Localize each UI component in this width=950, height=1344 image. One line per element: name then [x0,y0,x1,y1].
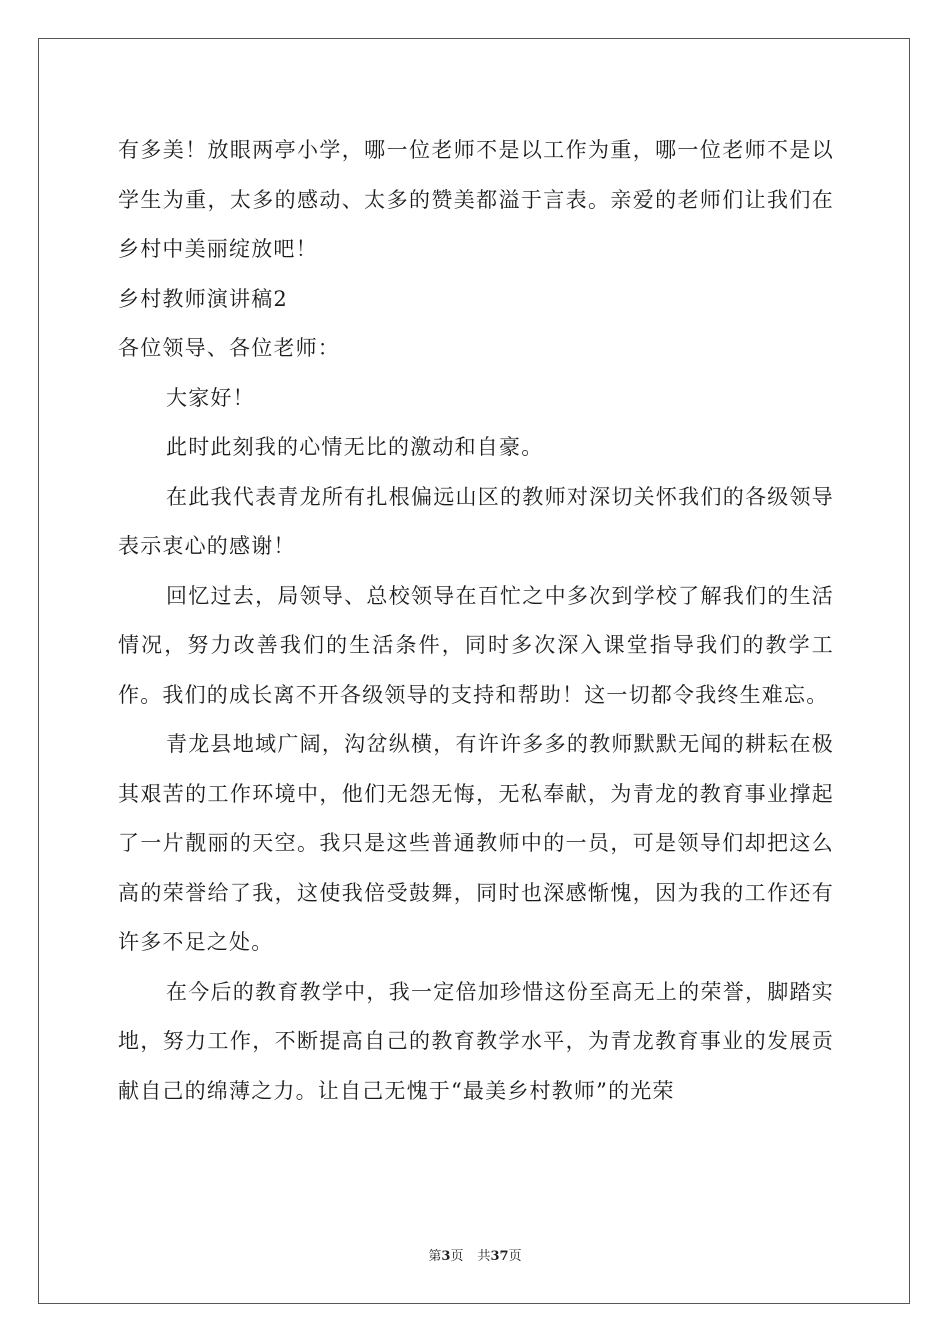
document-body [118,126,834,1116]
footer-total-prefix: 共 [477,1249,491,1264]
salutation: 各位领导、各位老师： [118,336,340,360]
footer-page-prefix: 第 [428,1249,442,1264]
footer-total-pages: 37 [490,1249,509,1264]
footer-page-number: 3 [441,1249,451,1264]
paragraph: 此时此刻我的心情无比的激动和自豪。 [166,435,544,459]
greeting: 大家好！ [166,385,255,410]
footer-page-suffix: 页 [450,1249,464,1264]
paragraph: 在此我代表青龙所有扎根偏远山区的教师对深切关怀我们的各级领导表示衷心的感谢！ [118,484,834,558]
page-footer [0,1245,950,1264]
paragraph: 青龙县地域广阔，沟岔纵横，有许许多多的教师默默无闻的耕耘在极其艰苦的工作环境中，他们无怨无悔，无私奉献，为青龙的教育事业撑起了一片靓丽的天空。我只是这些普通教师中的一员，可是领导们却把这么高的荣誉给了我，这使我倍受鼓舞，同时也深感惭愧，因为我的工作还有许多不足之处。 [118,732,834,954]
footer-total-suffix: 页 [508,1249,522,1264]
paragraph: 回忆过去，局领导、总校领导在百忙之中多次到学校了解我们的生活情况，努力改善我们的生活条件，同时多次深入课堂指导我们的教学工作。我们的成长离不开各级领导的支持和帮助！这一切都令我终生难忘。 [118,583,834,707]
paragraph: 在今后的教育教学中，我一定倍加珍惜这份至高无上的荣誉，脚踏实地，努力工作，不断提高自己的教育教学水平，为青龙教育事业的发展贡献自己的绵薄之力。让自己无愧于“最美乡村教师”的光荣 [118,979,834,1103]
paragraph-continued: 有多美！放眼两亭小学，哪一位老师不是以工作为重，哪一位老师不是以学生为重，太多的感动、太多的赞美都溢于言表。亲爱的老师们让我们在乡村中美丽绽放吧！ [118,138,834,261]
section-heading: 乡村教师演讲稿2 [118,286,288,311]
